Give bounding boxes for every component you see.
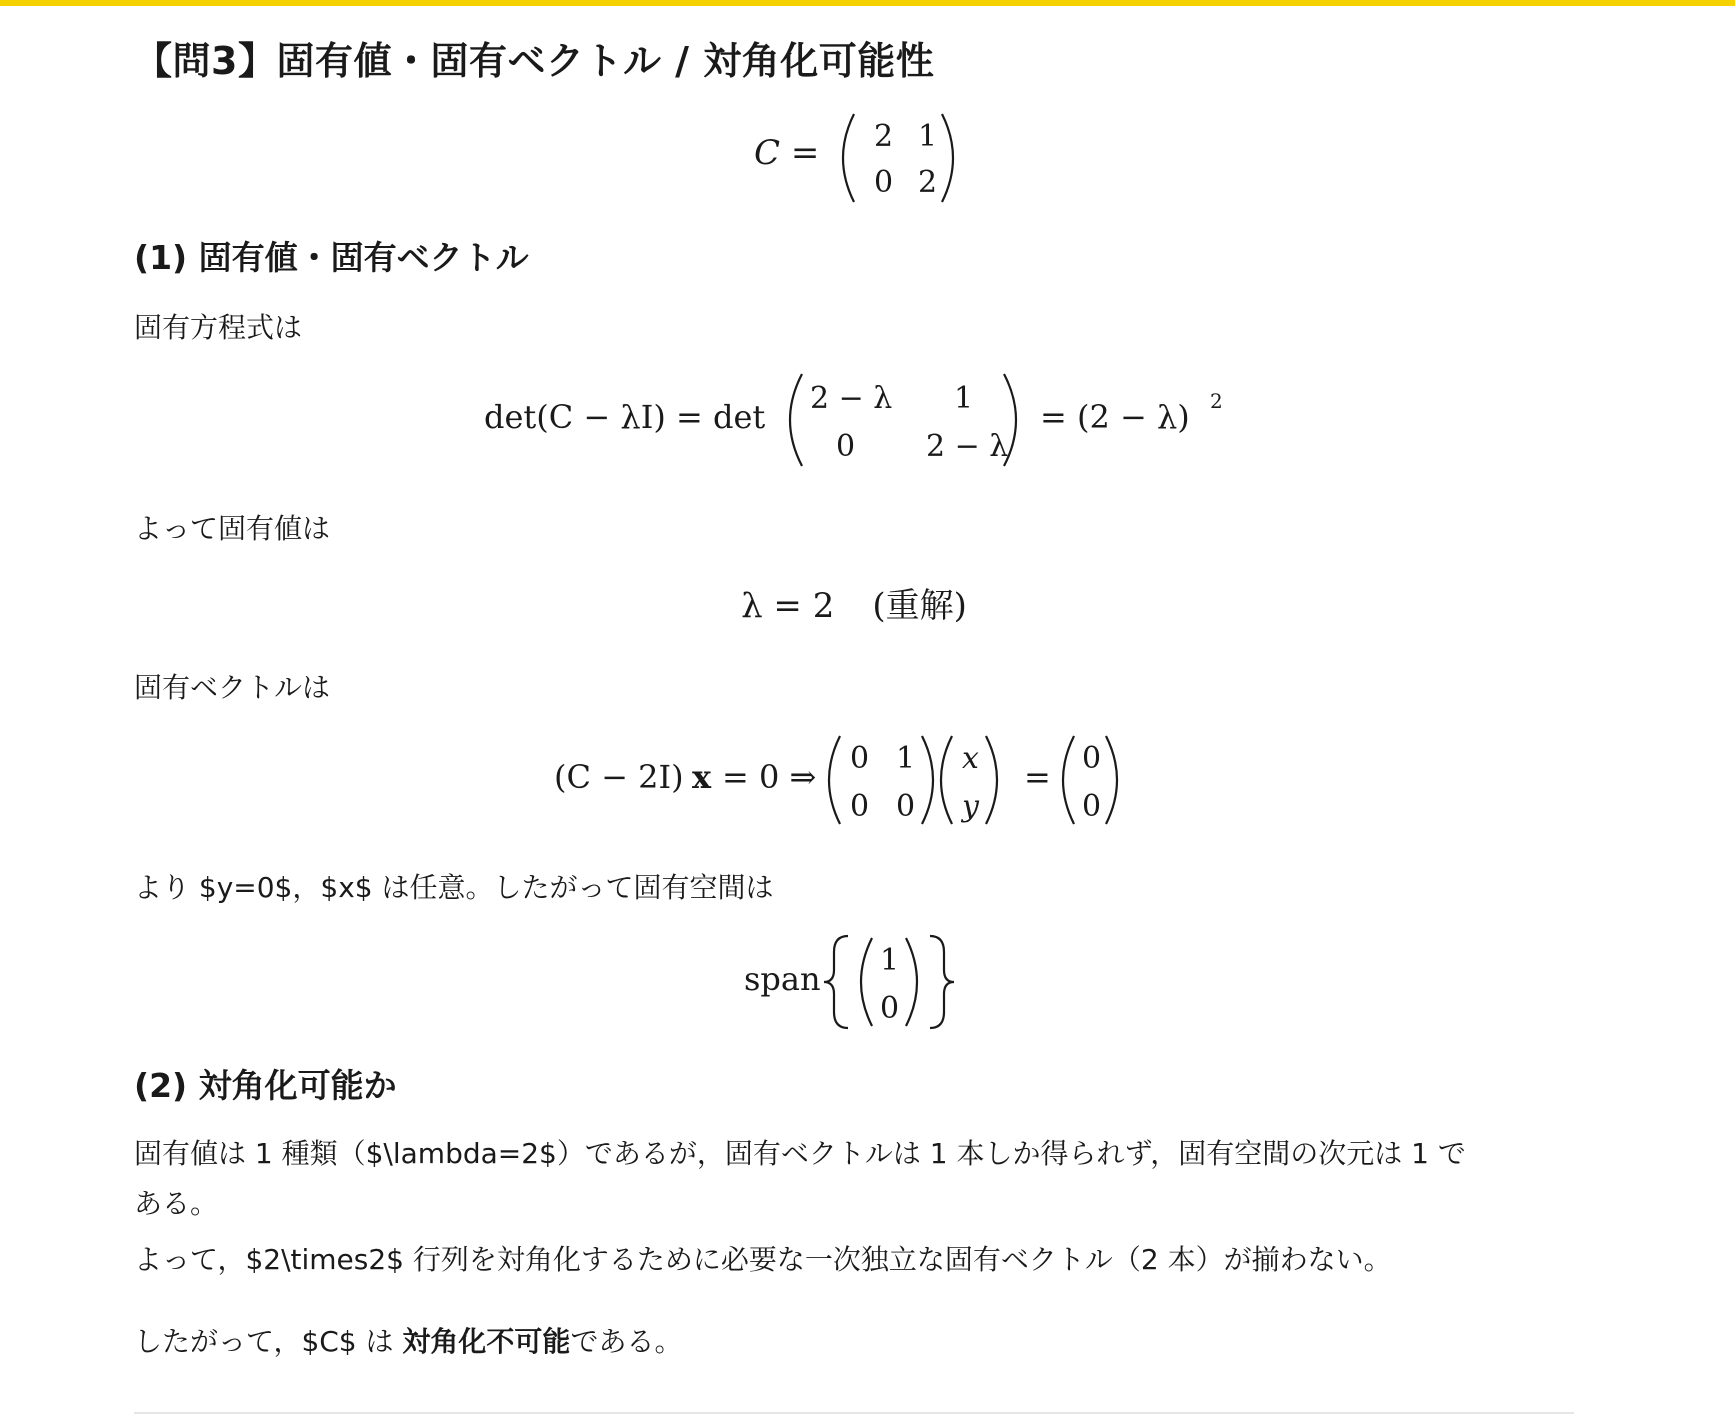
- conclusion-bold: 対角化不可能: [402, 1325, 571, 1358]
- eigenvector-equation: [134, 730, 1574, 839]
- xv-top: x: [962, 741, 979, 776]
- span-svg: [744, 930, 964, 1034]
- conclusion: [134, 1320, 682, 1360]
- eigenvector-intro: 固有ベクトルは: [134, 671, 331, 704]
- eigenvalue-value: λ = 2: [741, 586, 835, 626]
- span-equation: [134, 930, 1574, 1043]
- xv-bottom: y: [962, 789, 979, 824]
- m-r1c2: 1: [896, 741, 916, 776]
- eigenvalue-note: (重解): [872, 586, 967, 626]
- conclusion-pre: したがって，$C$ は: [134, 1325, 403, 1358]
- zv-top: 0: [1082, 741, 1102, 776]
- matrix-c-r1c1: 2: [874, 119, 894, 154]
- matrix-c-r2c1: 0: [874, 165, 894, 200]
- m-left-paren: [829, 736, 840, 824]
- det-r1c1: 2 − λ: [810, 381, 893, 416]
- det-exponent: 2: [1210, 389, 1223, 413]
- det-r2c1: 0: [836, 429, 856, 464]
- conclusion-post: である。: [570, 1325, 683, 1358]
- left-brace: [824, 936, 848, 1028]
- det-lhs: det(C − λI) = det: [484, 398, 766, 436]
- eigenvalue-intro: よって固有値は: [134, 512, 331, 545]
- zv-bottom: 0: [1082, 789, 1102, 824]
- determinant-svg: [484, 370, 1224, 470]
- zv-right-paren: [1106, 736, 1117, 824]
- eigenvector-svg: [554, 730, 1154, 830]
- determinant-equation: [134, 370, 1574, 479]
- matrix-c-r2c2: 2: [918, 165, 938, 200]
- right-paren: [942, 114, 953, 202]
- m-r2c2: 0: [896, 789, 916, 824]
- span-top: 1: [880, 943, 900, 978]
- diag-line-1: 固有値は 1 種類（$\lambda=2$）であるが，固有ベクトルは 1 本しか得られず，固有空間の次元は 1 で: [134, 1137, 1466, 1170]
- det-left-paren: [790, 374, 802, 466]
- matrix-c-lhs: C =: [754, 133, 820, 173]
- diag-line-2: ある。: [134, 1187, 219, 1220]
- matrix-c-svg: [754, 108, 954, 208]
- span-bottom: 0: [880, 991, 900, 1026]
- vec-lhs: (C − 2I): [554, 758, 684, 796]
- top-accent-bar: [0, 0, 1735, 6]
- xv-right-paren: [986, 736, 997, 824]
- section-2-heading: (2) 対角化可能か: [134, 1066, 397, 1105]
- vec-mid: = 0 ⇒: [722, 758, 817, 796]
- m-right-paren: [922, 736, 933, 824]
- m-r2c1: 0: [850, 789, 870, 824]
- problem-title: 【問3】固有値・固有ベクトル / 対角化可能性: [134, 39, 935, 83]
- vec-x: x: [692, 758, 712, 796]
- det-r2c2: 2 − λ: [926, 429, 1009, 464]
- diag-line-3: よって，$2\times2$ 行列を対角化するために必要な一次独立な固有ベクトル（2 本）が揃わない。: [134, 1243, 1392, 1276]
- eigenspace-intro: より $y=0$，$x$ は任意。したがって固有空間は: [134, 871, 774, 904]
- matrix-c-r1c2: 1: [918, 119, 938, 154]
- left-paren: [843, 114, 854, 202]
- zv-left-paren: [1063, 736, 1074, 824]
- span-word: span: [744, 960, 821, 998]
- vec-eq: =: [1024, 758, 1051, 796]
- det-r1c2: 1: [954, 381, 974, 416]
- right-brace: [930, 936, 954, 1028]
- det-rhs: = (2 − λ): [1040, 398, 1190, 436]
- char-eq-intro: 固有方程式は: [134, 311, 303, 344]
- m-r1c1: 0: [850, 741, 870, 776]
- eigenvalue-equation: [134, 578, 1574, 627]
- xv-left-paren: [941, 736, 952, 824]
- matrix-c-equation: [134, 108, 1574, 217]
- section-1-heading: (1) 固有値・固有ベクトル: [134, 238, 529, 277]
- bottom-divider: [134, 1412, 1574, 1414]
- span-right-paren: [906, 938, 917, 1026]
- span-left-paren: [861, 938, 872, 1026]
